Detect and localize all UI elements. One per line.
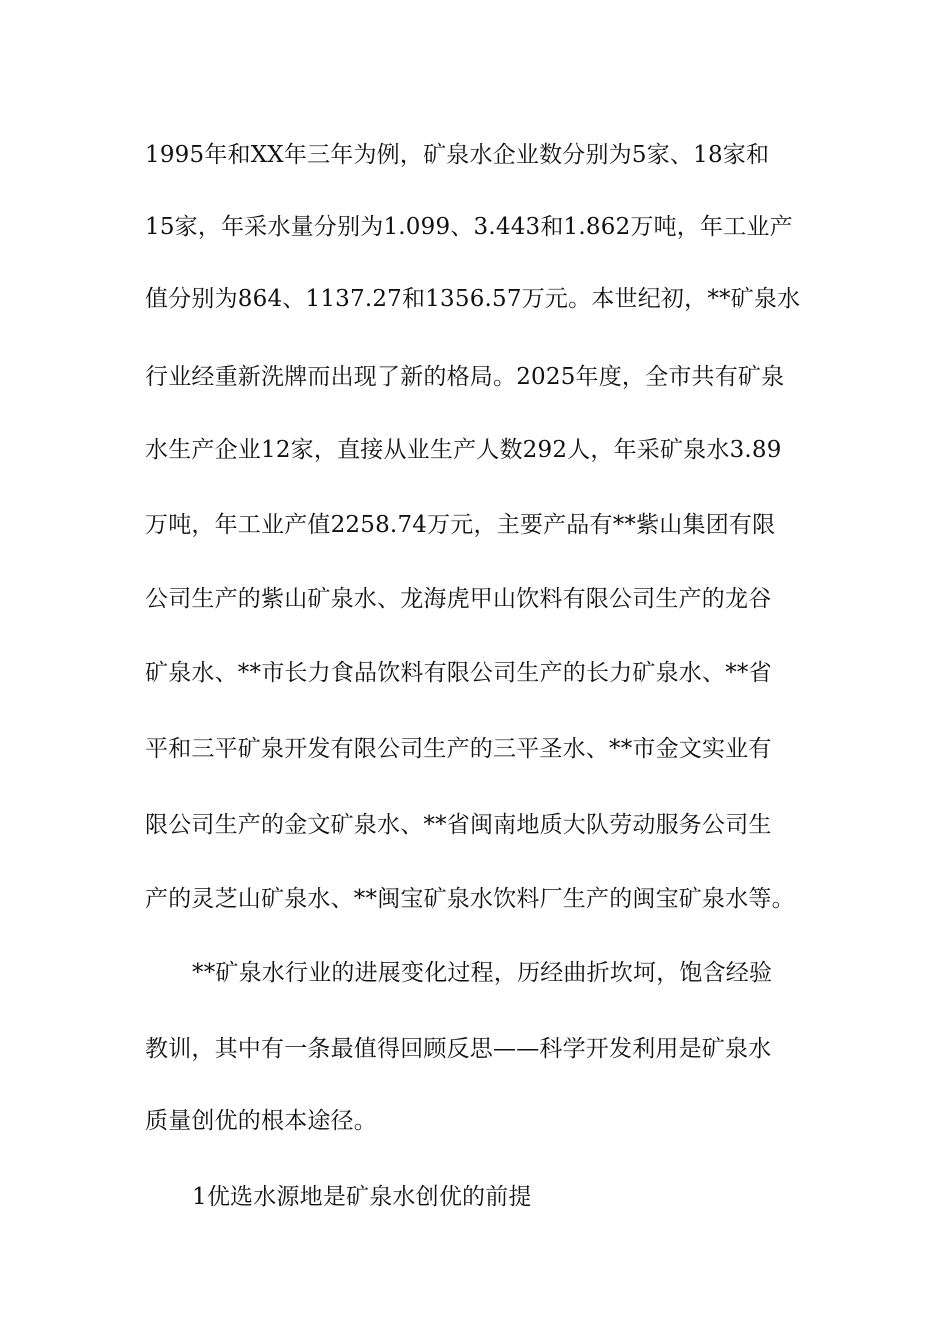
text-line: 1995年和XX年三年为例，矿泉水企业数分别为5家、18家和 xyxy=(145,142,770,168)
section-heading: 1优选水源地是矿泉水创优的前提 xyxy=(192,1184,532,1210)
text-line: 产的灵芝山矿泉水、**闽宝矿泉水饮料厂生产的闽宝矿泉水等。 xyxy=(145,886,795,912)
text-line: 公司生产的紫山矿泉水、龙海虎甲山饮料有限公司生产的龙谷 xyxy=(145,586,772,612)
text-line: 行业经重新洗牌而出现了新的格局。2025年度，全市共有矿泉 xyxy=(145,364,785,390)
text-line: 15家，年采水量分别为1.099、3.443和1.862万吨，年工业产 xyxy=(145,214,793,240)
text-line: 教训，其中有一条最值得回顾反思——科学开发利用是矿泉水 xyxy=(145,1036,772,1062)
text-line: 限公司生产的金文矿泉水、**省闽南地质大队劳动服务公司生 xyxy=(145,812,772,838)
text-line: 平和三平矿泉开发有限公司生产的三平圣水、**市金文实业有 xyxy=(145,736,772,762)
text-line: 万吨，年工业产值2258.74万元，主要产品有**紫山集团有限 xyxy=(145,512,776,538)
text-line: 值分别为864、1137.27和1356.57万元。本世纪初，**矿泉水 xyxy=(145,286,801,312)
text-line: 水生产企业12家，直接从业生产人数292人，年采矿泉水3.89 xyxy=(145,437,782,463)
text-line: 矿泉水、**市长力食品饮料有限公司生产的长力矿泉水、**省 xyxy=(145,660,772,686)
text-line: 质量创优的根本途径。 xyxy=(145,1108,377,1134)
paragraph-first-line: **矿泉水行业的进展变化过程，历经曲折坎坷，饱含经验 xyxy=(192,960,773,986)
